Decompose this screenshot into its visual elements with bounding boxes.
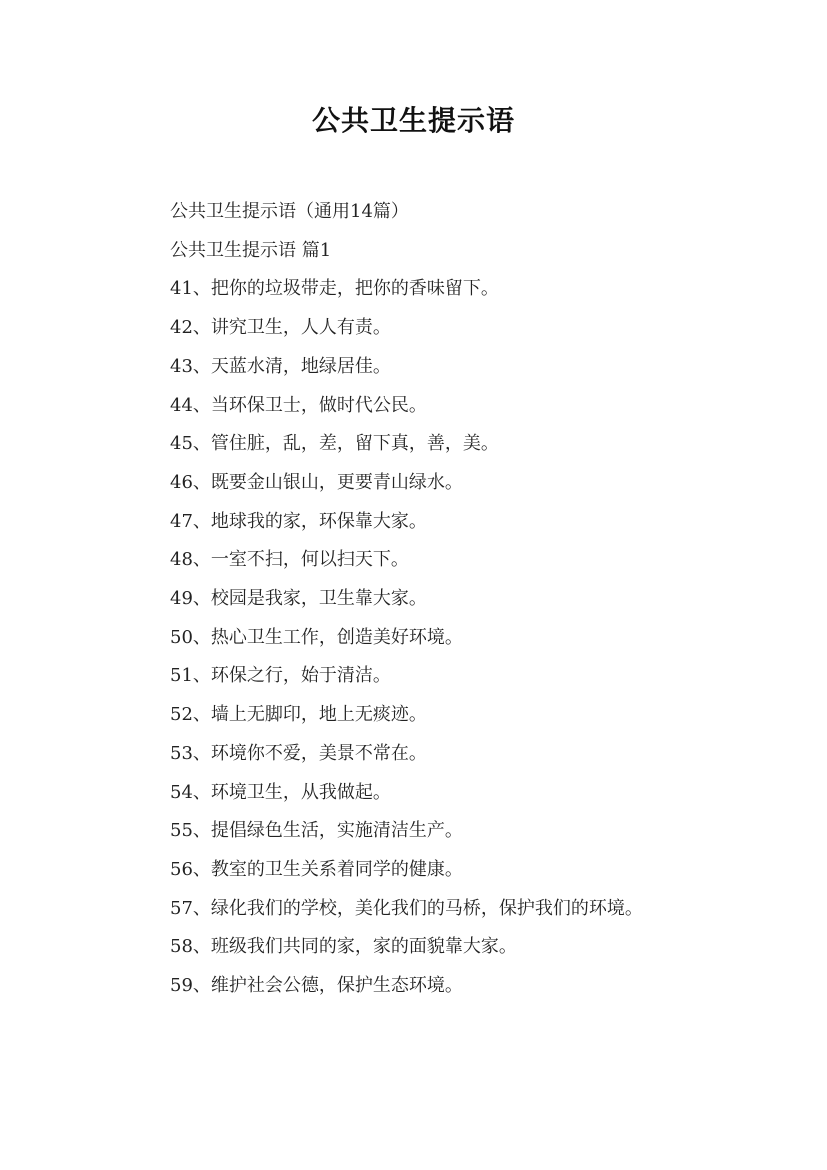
slogan-item: 45、管住脏，乱，差，留下真，善，美。 — [170, 433, 499, 455]
slogan-item: 48、一室不扫，何以扫天下。 — [170, 549, 409, 571]
slogan-item: 55、提倡绿色生活，实施清洁生产。 — [170, 820, 463, 842]
slogan-item: 42、讲究卫生，人人有责。 — [170, 317, 391, 339]
slogan-item: 46、既要金山银山，更要青山绿水。 — [170, 471, 463, 493]
slogan-item: 50、热心卫生工作，创造美好环境。 — [170, 626, 463, 648]
subtitle-paragraph: 公共卫生提示语（通用14篇） — [170, 201, 409, 222]
document-title: 公共卫生提示语 — [311, 104, 515, 137]
slogan-item: 49、校园是我家，卫生靠大家。 — [170, 588, 427, 610]
slogan-item: 43、天蓝水清，地绿居佳。 — [170, 355, 391, 377]
document-body — [127, 193, 707, 1006]
slogan-item: 44、当环保卫士，做时代公民。 — [170, 394, 427, 416]
slogan-item: 47、地球我的家，环保靠大家。 — [170, 510, 427, 532]
slogan-item: 56、教室的卫生关系着同学的健康。 — [170, 858, 463, 880]
section-heading: 公共卫生提示语 篇1 — [170, 239, 332, 261]
slogan-item: 58、班级我们共同的家，家的面貌靠大家。 — [170, 936, 517, 958]
slogan-item: 52、墙上无脚印，地上无痰迹。 — [170, 704, 427, 726]
slogan-item: 59、维护社会公德，保护生态环境。 — [170, 975, 463, 997]
slogan-item: 57、绿化我们的学校，美化我们的马桥，保护我们的环境。 — [170, 897, 643, 919]
slogan-item: 51、环保之行，始于清洁。 — [170, 665, 391, 687]
slogan-item: 53、环境你不爱，美景不常在。 — [170, 742, 427, 764]
slogan-item: 54、环境卫生，从我做起。 — [170, 781, 391, 803]
slogan-item: 41、把你的垃圾带走，把你的香味留下。 — [170, 278, 499, 300]
